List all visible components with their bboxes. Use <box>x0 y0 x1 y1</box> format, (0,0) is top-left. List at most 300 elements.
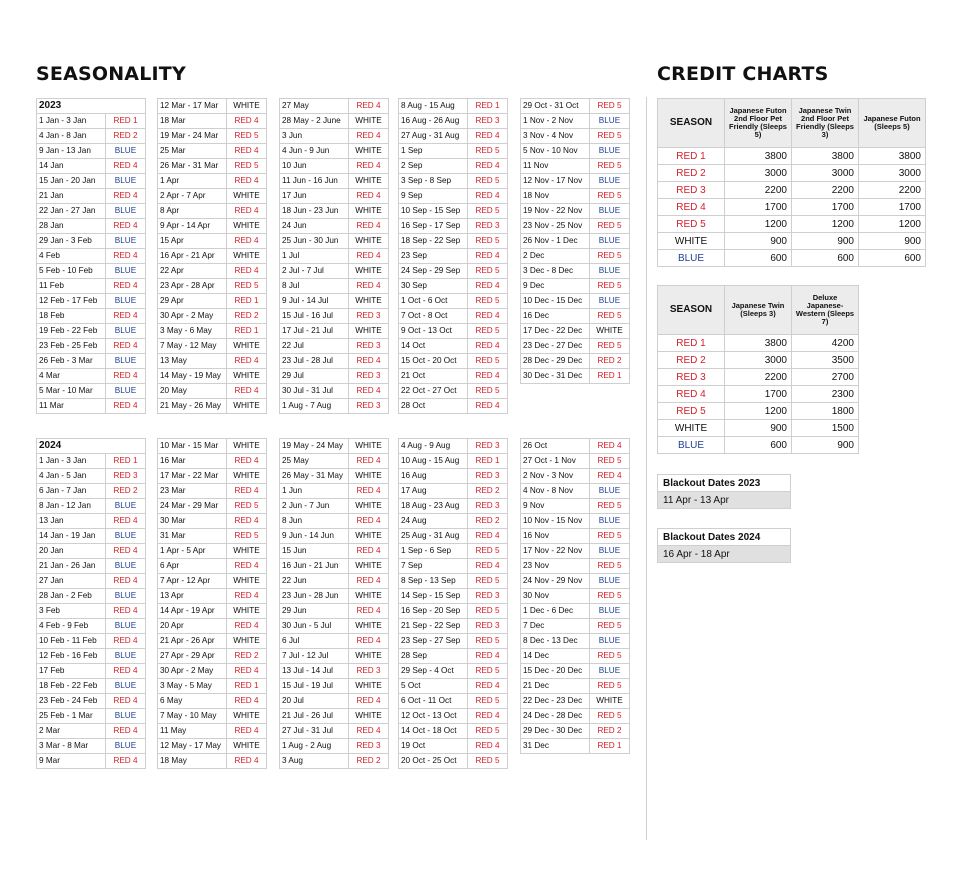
date-range: 17 Mar - 22 Mar <box>158 469 227 484</box>
table-row <box>280 664 389 679</box>
table-row <box>158 619 267 634</box>
season-code: WHITE <box>227 339 267 354</box>
season-code: RED 4 <box>227 144 267 159</box>
season-code: WHITE <box>227 739 267 754</box>
table-row <box>158 144 267 159</box>
season-code: RED 4 <box>590 439 630 454</box>
table-row <box>280 294 389 309</box>
season-code: RED 4 <box>468 649 508 664</box>
table-row <box>158 324 267 339</box>
table-row <box>280 709 389 724</box>
date-range: 8 Aug - 15 Aug <box>399 99 468 114</box>
season-code: RED 4 <box>468 369 508 384</box>
season-code: WHITE <box>349 294 389 309</box>
table-row <box>658 199 926 216</box>
season-code: RED 4 <box>468 679 508 694</box>
table-row <box>280 499 389 514</box>
table-row <box>158 399 267 414</box>
date-range: 30 Apr - 2 May <box>158 664 227 679</box>
table-row <box>280 469 389 484</box>
credit-value: 2200 <box>792 182 859 199</box>
date-range: 17 Jul - 21 Jul <box>280 324 349 339</box>
season-code: RED 2 <box>468 484 508 499</box>
date-range: 30 Apr - 2 May <box>158 309 227 324</box>
table-row <box>521 174 630 189</box>
season-code: BLUE <box>590 544 630 559</box>
table-row <box>158 514 267 529</box>
date-range: 29 Sep - 4 Oct <box>399 664 468 679</box>
table-row <box>399 324 508 339</box>
credit-value: 600 <box>792 250 859 267</box>
season-code: BLUE <box>106 499 146 514</box>
season-code: RED 4 <box>468 339 508 354</box>
date-range: 23 Jul - 28 Jul <box>280 354 349 369</box>
date-range: 15 Dec - 20 Dec <box>521 664 590 679</box>
season-code: BLUE <box>590 294 630 309</box>
season-code: BLUE <box>106 384 146 399</box>
table-row <box>37 739 146 754</box>
date-range: 21 Jan - 26 Jan <box>37 559 106 574</box>
table-row <box>521 514 630 529</box>
date-range: 29 Jan - 3 Feb <box>37 234 106 249</box>
date-range: 20 May <box>158 384 227 399</box>
date-range: 8 Apr <box>158 204 227 219</box>
season-code: WHITE <box>227 634 267 649</box>
table-row <box>158 309 267 324</box>
season-column <box>279 438 389 769</box>
table-row <box>521 454 630 469</box>
date-range: 27 Jul - 31 Jul <box>280 724 349 739</box>
season-code: RED 3 <box>468 619 508 634</box>
season-code: WHITE <box>349 114 389 129</box>
season-code: RED 4 <box>106 694 146 709</box>
season-code: RED 5 <box>468 174 508 189</box>
table-row <box>658 420 859 437</box>
table-row <box>399 499 508 514</box>
table-row <box>521 544 630 559</box>
table-row <box>280 354 389 369</box>
season-code: RED 4 <box>227 559 267 574</box>
table-row <box>521 129 630 144</box>
season-code: WHITE <box>349 264 389 279</box>
date-range: 27 Apr - 29 Apr <box>158 649 227 664</box>
table-row <box>37 144 146 159</box>
table-row <box>280 454 389 469</box>
date-range: 4 Feb - 9 Feb <box>37 619 106 634</box>
season-code: RED 5 <box>590 709 630 724</box>
date-range: 7 Apr - 12 Apr <box>158 574 227 589</box>
credit-value: 600 <box>859 250 926 267</box>
date-range: 1 Jan - 3 Jan <box>37 454 106 469</box>
table-row <box>521 679 630 694</box>
table-row <box>521 339 630 354</box>
season-code: WHITE <box>227 399 267 414</box>
table-row <box>521 189 630 204</box>
season-code: RED 4 <box>468 159 508 174</box>
date-range: 3 Jun <box>280 129 349 144</box>
season-code: RED 4 <box>106 544 146 559</box>
table-row <box>280 679 389 694</box>
date-range: 22 Jan - 27 Jan <box>37 204 106 219</box>
table-row <box>158 754 267 769</box>
season-code: WHITE <box>227 574 267 589</box>
season-code: WHITE <box>349 499 389 514</box>
table-row <box>521 159 630 174</box>
date-range: 7 Sep <box>399 559 468 574</box>
table-row <box>158 339 267 354</box>
season-code: WHITE <box>227 219 267 234</box>
table-row <box>399 679 508 694</box>
season-code: RED 5 <box>590 454 630 469</box>
table-row <box>399 604 508 619</box>
season-code: RED 1 <box>227 679 267 694</box>
season-code: RED 3 <box>106 469 146 484</box>
season-code: RED 4 <box>468 559 508 574</box>
season-code: RED 3 <box>468 219 508 234</box>
season-code: RED 3 <box>468 114 508 129</box>
date-range: 29 Apr <box>158 294 227 309</box>
table-row <box>37 114 146 129</box>
table-row <box>37 279 146 294</box>
season-code: WHITE <box>349 649 389 664</box>
date-range: 21 Jan <box>37 189 106 204</box>
header-room-type: Japanese Twin 2nd Floor Pet Friendly (Sleeps 3) <box>792 99 859 148</box>
table-row <box>280 619 389 634</box>
credit-value: 1700 <box>725 386 792 403</box>
table-row <box>37 754 146 769</box>
season-code: BLUE <box>106 709 146 724</box>
season-code: RED 5 <box>468 694 508 709</box>
season-code: BLUE <box>590 604 630 619</box>
date-range: 18 Mar <box>158 114 227 129</box>
season-code: RED 5 <box>468 324 508 339</box>
date-range: 17 Nov - 22 Nov <box>521 544 590 559</box>
date-range: 22 Apr <box>158 264 227 279</box>
table-row <box>399 514 508 529</box>
season-code: RED 4 <box>349 544 389 559</box>
date-range: 9 Apr - 14 Apr <box>158 219 227 234</box>
table-row <box>280 159 389 174</box>
date-range: 23 Feb - 24 Feb <box>37 694 106 709</box>
season-code: BLUE <box>106 204 146 219</box>
date-range: 12 May - 17 May <box>158 739 227 754</box>
season-code: RED 4 <box>106 664 146 679</box>
date-range: 18 Feb <box>37 309 106 324</box>
date-range: 11 Mar <box>37 399 106 414</box>
table-row <box>521 709 630 724</box>
table-row <box>521 739 630 754</box>
season-code: RED 5 <box>658 403 725 420</box>
season-code: RED 5 <box>590 219 630 234</box>
season-code: BLUE <box>590 234 630 249</box>
blackout-title: Blackout Dates 2024 <box>658 529 791 546</box>
credit-value: 900 <box>792 437 859 454</box>
header-room-type: Japanese Futon 2nd Floor Pet Friendly (Sleeps 5) <box>725 99 792 148</box>
season-code: RED 4 <box>227 454 267 469</box>
date-range: 22 Oct - 27 Oct <box>399 384 468 399</box>
season-code: RED 5 <box>590 529 630 544</box>
table-row <box>399 619 508 634</box>
table-row <box>399 174 508 189</box>
table-row <box>37 204 146 219</box>
table-row <box>37 399 146 414</box>
season-code: WHITE <box>349 619 389 634</box>
credit-value: 1700 <box>792 199 859 216</box>
season-code: BLUE <box>590 204 630 219</box>
season-code: BLUE <box>106 294 146 309</box>
date-range: 10 Aug - 15 Aug <box>399 454 468 469</box>
credit-value: 4200 <box>792 335 859 352</box>
season-column <box>36 98 146 414</box>
table-row <box>37 354 146 369</box>
date-range: 12 Mar - 17 Mar <box>158 99 227 114</box>
table-row <box>521 369 630 384</box>
table-row <box>521 294 630 309</box>
year-label: 2024 <box>37 439 146 454</box>
date-range: 15 Jan - 20 Jan <box>37 174 106 189</box>
year-header-row <box>37 99 146 114</box>
season-code: BLUE <box>106 354 146 369</box>
table-row <box>521 114 630 129</box>
table-row <box>37 604 146 619</box>
season-code: RED 4 <box>349 604 389 619</box>
date-range: 3 Mar - 8 Mar <box>37 739 106 754</box>
table-row <box>280 129 389 144</box>
season-code: RED 2 <box>468 514 508 529</box>
season-code: RED 2 <box>227 649 267 664</box>
season-code: BLUE <box>106 234 146 249</box>
table-row <box>158 739 267 754</box>
season-code: BLUE <box>106 679 146 694</box>
table-row <box>521 99 630 114</box>
season-code: BLUE <box>106 529 146 544</box>
credit-value: 3800 <box>792 148 859 165</box>
table-row <box>399 159 508 174</box>
season-code: WHITE <box>227 544 267 559</box>
season-code: WHITE <box>349 679 389 694</box>
table-row <box>521 439 630 454</box>
table-row <box>399 544 508 559</box>
season-code: RED 5 <box>590 159 630 174</box>
season-code: RED 5 <box>227 129 267 144</box>
table-row <box>399 339 508 354</box>
date-range: 4 Feb <box>37 249 106 264</box>
date-range: 1 Dec - 6 Dec <box>521 604 590 619</box>
date-range: 27 May <box>280 99 349 114</box>
date-range: 7 Jul - 12 Jul <box>280 649 349 664</box>
table-row <box>399 709 508 724</box>
season-code: RED 5 <box>590 189 630 204</box>
table-row <box>280 634 389 649</box>
season-code: RED 4 <box>227 114 267 129</box>
credit-value: 1700 <box>859 199 926 216</box>
season-code: RED 4 <box>658 199 725 216</box>
table-row <box>399 649 508 664</box>
date-range: 10 Mar - 15 Mar <box>158 439 227 454</box>
date-range: 12 Feb - 17 Feb <box>37 294 106 309</box>
header-season: SEASON <box>658 99 725 148</box>
date-range: 21 Apr - 26 Apr <box>158 634 227 649</box>
table-row <box>521 559 630 574</box>
table-row <box>158 499 267 514</box>
date-range: 6 Oct - 11 Oct <box>399 694 468 709</box>
table-row <box>399 664 508 679</box>
season-code: WHITE <box>349 529 389 544</box>
season-code: RED 5 <box>590 559 630 574</box>
date-range: 2 Mar <box>37 724 106 739</box>
date-range: 16 Nov <box>521 529 590 544</box>
header-room-type: Deluxe Japanese-Western (Sleeps 7) <box>792 286 859 335</box>
date-range: 28 Jan <box>37 219 106 234</box>
season-code: RED 4 <box>590 469 630 484</box>
date-range: 14 Sep - 15 Sep <box>399 589 468 604</box>
season-code: WHITE <box>349 439 389 454</box>
table-row <box>158 279 267 294</box>
date-range: 25 Jun - 30 Jun <box>280 234 349 249</box>
date-range: 26 Nov - 1 Dec <box>521 234 590 249</box>
date-range: 10 Sep - 15 Sep <box>399 204 468 219</box>
season-code: RED 4 <box>468 399 508 414</box>
season-code: RED 3 <box>468 589 508 604</box>
table-row <box>37 529 146 544</box>
season-code: BLUE <box>590 574 630 589</box>
season-code: RED 5 <box>590 309 630 324</box>
table-row <box>399 484 508 499</box>
season-code: RED 4 <box>106 634 146 649</box>
date-range: 3 Feb <box>37 604 106 619</box>
table-row <box>399 399 508 414</box>
season-code: RED 5 <box>590 339 630 354</box>
season-code: RED 4 <box>227 754 267 769</box>
date-range: 15 Jul - 19 Jul <box>280 679 349 694</box>
table-row <box>37 309 146 324</box>
season-code: RED 4 <box>227 264 267 279</box>
season-code: RED 4 <box>349 354 389 369</box>
table-row <box>158 454 267 469</box>
date-range: 2 Apr - 7 Apr <box>158 189 227 204</box>
season-code: RED 4 <box>227 354 267 369</box>
date-range: 11 Jun - 16 Jun <box>280 174 349 189</box>
table-row <box>158 709 267 724</box>
date-range: 21 Jul - 26 Jul <box>280 709 349 724</box>
season-code: RED 2 <box>106 129 146 144</box>
table-row <box>521 264 630 279</box>
date-range: 8 Jan - 12 Jan <box>37 499 106 514</box>
table-row <box>658 369 859 386</box>
year-header-row <box>37 439 146 454</box>
season-code: RED 5 <box>590 679 630 694</box>
season-code: RED 4 <box>349 454 389 469</box>
credit-value: 2200 <box>725 182 792 199</box>
date-range: 9 Sep <box>399 189 468 204</box>
season-code: RED 5 <box>227 159 267 174</box>
date-range: 2 Jun - 7 Jun <box>280 499 349 514</box>
credit-value: 3000 <box>792 165 859 182</box>
date-range: 1 Jul <box>280 249 349 264</box>
season-code: BLUE <box>658 437 725 454</box>
season-code: RED 4 <box>468 709 508 724</box>
table-row <box>521 634 630 649</box>
date-range: 9 Nov <box>521 499 590 514</box>
table-row <box>280 309 389 324</box>
table-row <box>37 664 146 679</box>
date-range: 4 Jun - 9 Jun <box>280 144 349 159</box>
table-row <box>158 589 267 604</box>
season-code: BLUE <box>590 484 630 499</box>
date-range: 6 Apr <box>158 559 227 574</box>
table-row <box>280 144 389 159</box>
season-code: RED 5 <box>468 144 508 159</box>
table-row <box>158 189 267 204</box>
date-range: 22 Jun <box>280 574 349 589</box>
date-range: 3 Nov - 4 Nov <box>521 129 590 144</box>
season-code: RED 3 <box>349 664 389 679</box>
date-range: 30 Mar <box>158 514 227 529</box>
credit-value: 1200 <box>792 216 859 233</box>
table-row <box>37 294 146 309</box>
date-range: 4 Aug - 9 Aug <box>399 439 468 454</box>
credit-value: 1700 <box>725 199 792 216</box>
season-code: RED 4 <box>106 249 146 264</box>
date-range: 16 Mar <box>158 454 227 469</box>
table-row <box>399 469 508 484</box>
date-range: 14 Jan - 19 Jan <box>37 529 106 544</box>
season-code: BLUE <box>590 514 630 529</box>
table-row <box>399 144 508 159</box>
date-range: 10 Nov - 15 Nov <box>521 514 590 529</box>
credit-value: 1200 <box>725 216 792 233</box>
season-column <box>398 98 508 414</box>
season-code: BLUE <box>106 649 146 664</box>
table-row <box>280 99 389 114</box>
season-code: BLUE <box>106 174 146 189</box>
table-row <box>280 234 389 249</box>
table-row <box>37 369 146 384</box>
date-range: 1 Sep <box>399 144 468 159</box>
date-range: 30 Jul - 31 Jul <box>280 384 349 399</box>
season-code: RED 4 <box>227 514 267 529</box>
season-code: RED 4 <box>106 514 146 529</box>
table-row <box>37 484 146 499</box>
date-range: 4 Jan - 8 Jan <box>37 129 106 144</box>
date-range: 31 Mar <box>158 529 227 544</box>
season-code: RED 4 <box>227 664 267 679</box>
season-code: WHITE <box>349 234 389 249</box>
table-row <box>399 634 508 649</box>
table-row <box>280 279 389 294</box>
season-code: RED 2 <box>658 165 725 182</box>
table-row <box>521 619 630 634</box>
date-range: 24 Mar - 29 Mar <box>158 499 227 514</box>
credit-value: 900 <box>792 233 859 250</box>
table-row <box>280 264 389 279</box>
date-range: 22 Dec - 23 Dec <box>521 694 590 709</box>
season-code: RED 3 <box>349 309 389 324</box>
credit-chart-2 <box>657 285 859 454</box>
date-range: 9 Dec <box>521 279 590 294</box>
date-range: 16 Aug <box>399 469 468 484</box>
date-range: 26 May - 31 May <box>280 469 349 484</box>
season-code: RED 4 <box>106 724 146 739</box>
credit-value: 3800 <box>725 148 792 165</box>
table-row <box>280 174 389 189</box>
date-range: 15 Jun <box>280 544 349 559</box>
credit-value: 2300 <box>792 386 859 403</box>
date-range: 20 Jan <box>37 544 106 559</box>
date-range: 23 Apr - 28 Apr <box>158 279 227 294</box>
date-range: 25 Mar <box>158 144 227 159</box>
date-range: 14 Dec <box>521 649 590 664</box>
